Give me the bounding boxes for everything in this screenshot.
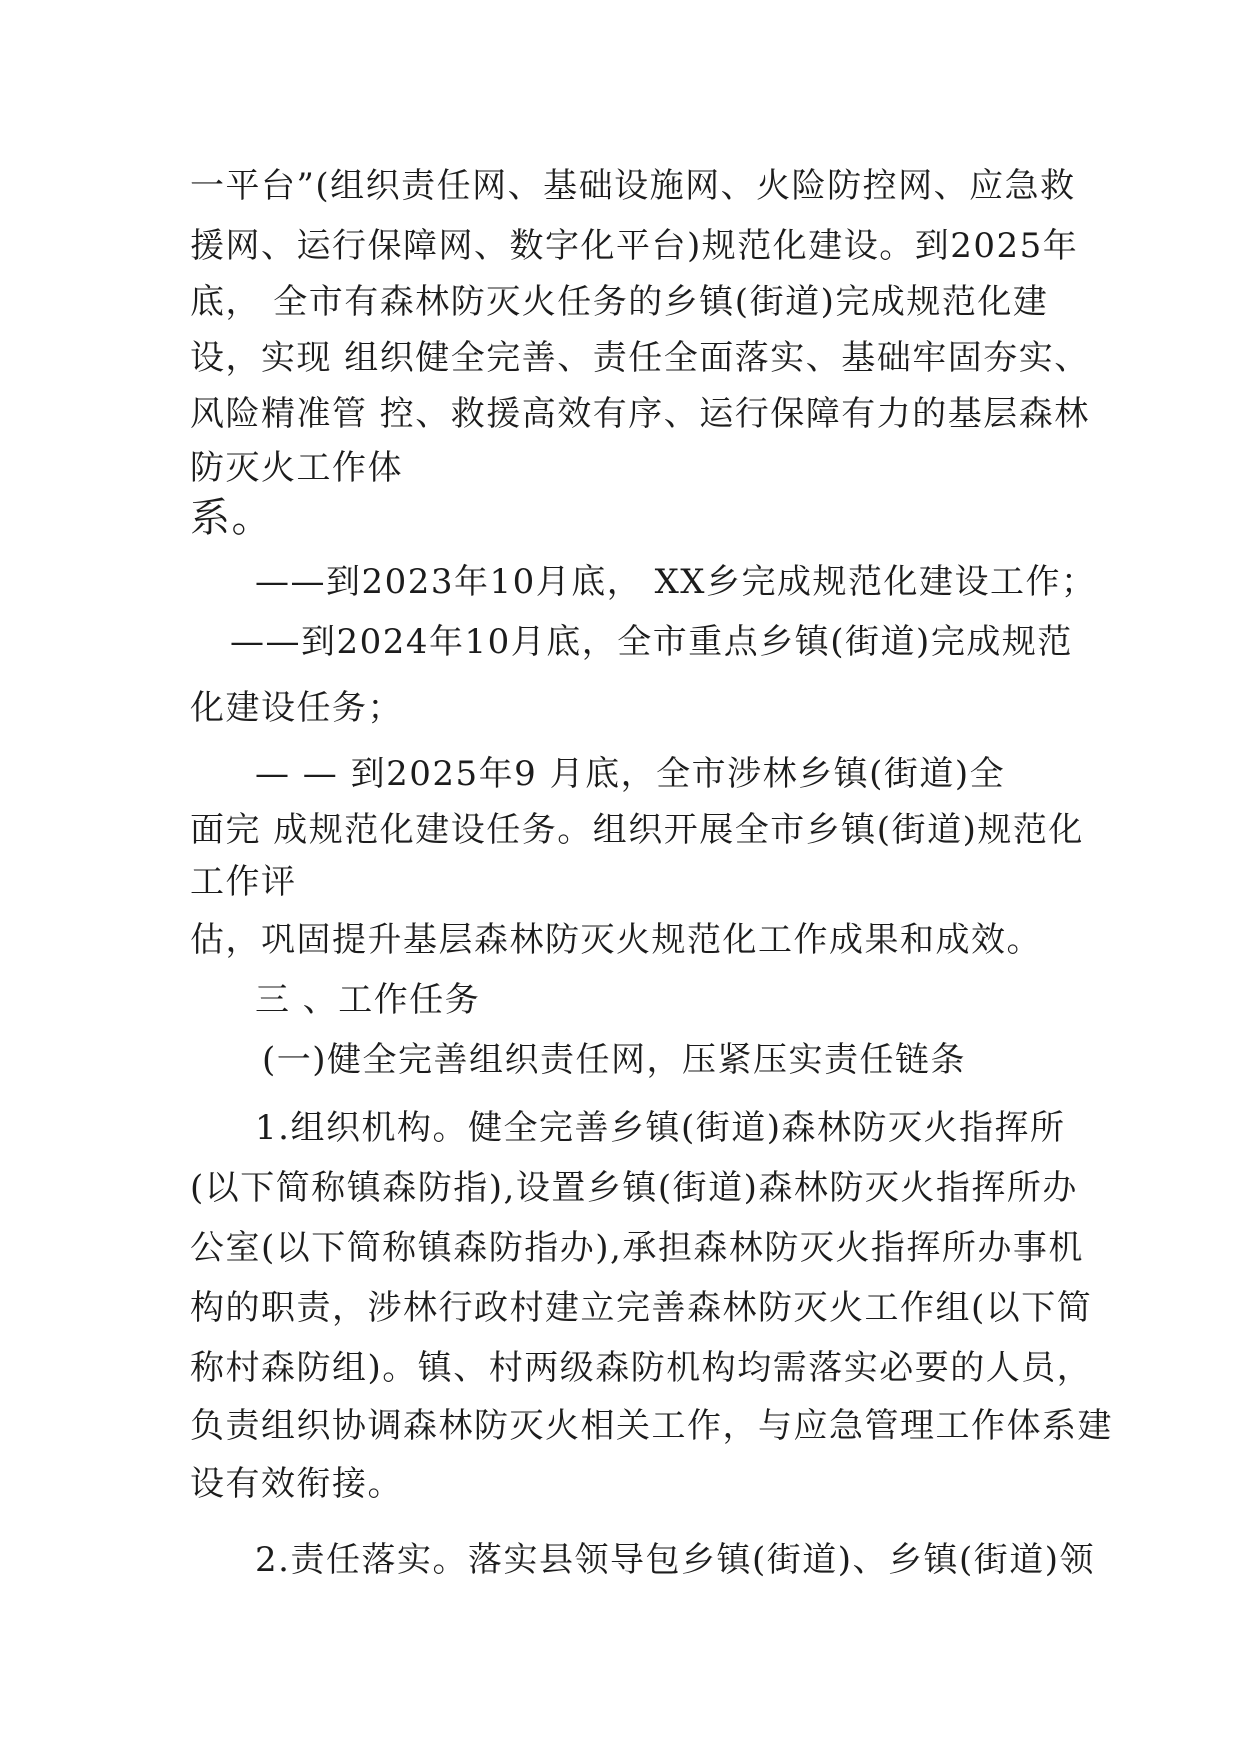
- text-line: 防灭火工作体: [190, 448, 403, 488]
- text-line: 系。: [190, 495, 273, 541]
- text-line: 援网、运行保障网、数字化平台)规范化建设。到2025年: [190, 226, 1079, 266]
- text-line: 风险精准管 控、救援高效有序、运行保障有力的基层森林: [190, 394, 1090, 434]
- text-line: 一平台”(组织责任网、基础设施网、火险防控网、应急救: [190, 166, 1076, 206]
- text-line: ——到2023年10月底， XX乡完成规范化建设工作；: [255, 562, 1097, 602]
- text-line: 面完 成规范化建设任务。组织开展全市乡镇(街道)规范化: [190, 810, 1084, 850]
- text-line: 称村森防组)。镇、村两级森防机构均需落实必要的人员，: [190, 1348, 1093, 1388]
- text-line: 公室(以下简称镇森防指办),承担森林防灭火指挥所办事机: [190, 1228, 1084, 1268]
- text-line: 设有效衔接。: [190, 1464, 403, 1504]
- text-line: 底， 全市有森林防灭火任务的乡镇(街道)完成规范化建: [190, 282, 1049, 322]
- text-line: (以下简称镇森防指),设置乡镇(街道)森林防灭火指挥所办: [190, 1168, 1078, 1208]
- text-line: 工作评: [190, 862, 297, 902]
- text-line: 1.组织机构。健全完善乡镇(街道)森林防灭火指挥所: [255, 1108, 1066, 1148]
- subsection-heading: (一)健全完善组织责任网，压紧压实责任链条: [262, 1040, 967, 1080]
- text-line: 构的职责，涉林行政村建立完善森林防灭火工作组(以下简: [190, 1288, 1093, 1328]
- text-line: ——到2024年10月底，全市重点乡镇(街道)完成规范: [230, 622, 1073, 662]
- section-heading: 三 、工作任务: [255, 980, 481, 1020]
- text-line: 化建设任务；: [190, 688, 403, 728]
- text-line: — — 到2025年9 月底，全市涉林乡镇(街道)全: [255, 754, 1006, 794]
- text-line: 负责组织协调森林防灭火相关工作，与应急管理工作体系建: [190, 1406, 1113, 1446]
- text-line: 估，巩固提升基层森林防灭火规范化工作成果和成效。: [190, 920, 1042, 960]
- text-line: 设，实现 组织健全完善、责任全面落实、基础牢固夯实、: [190, 338, 1090, 378]
- text-line: 2.责任落实。落实县领导包乡镇(街道)、乡镇(街道)领: [255, 1540, 1095, 1580]
